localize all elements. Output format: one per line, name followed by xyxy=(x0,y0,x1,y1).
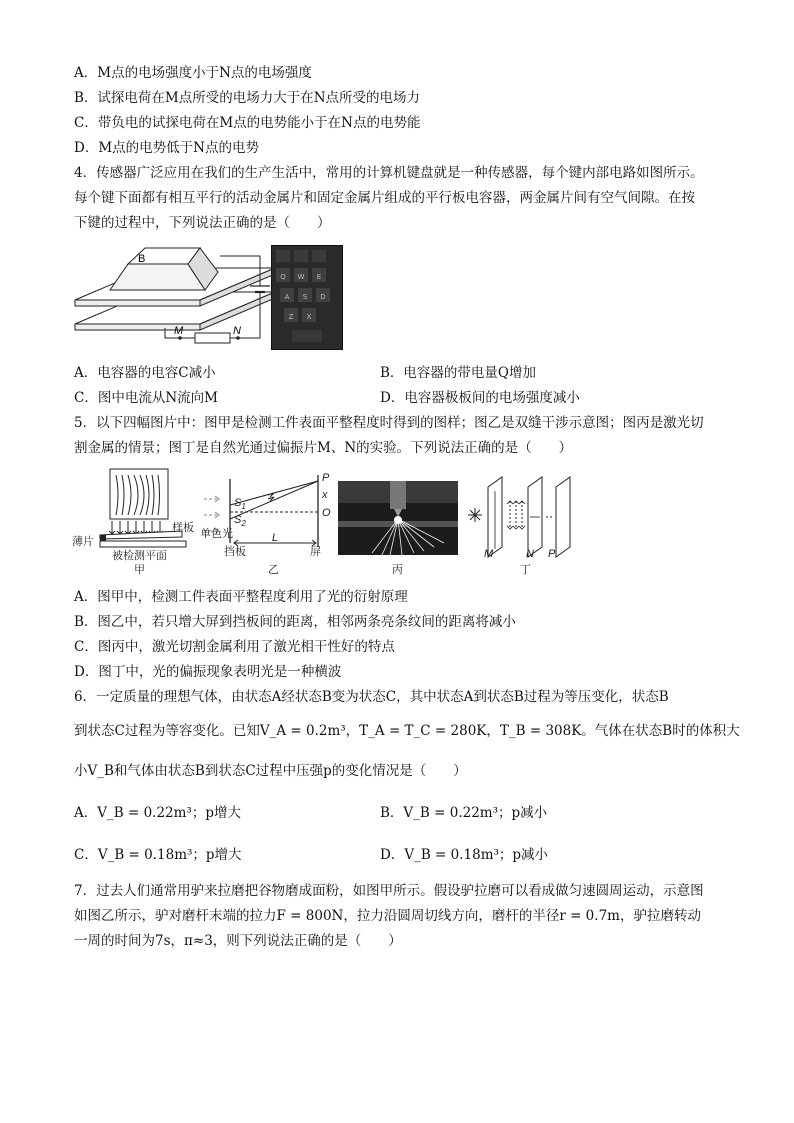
q5-option-b: B．图乙中，若只增大屏到挡板间的距离，相邻两条亮条纹间的距离将减小 xyxy=(74,614,516,630)
key-x: X xyxy=(306,313,312,321)
q5-option-a: A．图甲中，检测工件表面平整程度利用了光的衍射原理 xyxy=(74,589,408,605)
label-tested-surface: 被检测平面 xyxy=(112,550,167,562)
q5-option-d: D．图丁中，光的偏振现象表明光是一种横波 xyxy=(74,664,342,680)
key-w: W xyxy=(297,273,305,281)
tested-surface xyxy=(100,541,186,547)
q6-option-c: C．V_B = 0.18m³；p增大 xyxy=(74,847,242,863)
q7-stem-line3: 一周的时间为7s，π≈3，则下列说法正确的是（ ） xyxy=(74,933,402,949)
q6-stem-line2: 到状态C过程为等容变化。已知V_A = 0.2m³，T_A = T_C = 280K，T_B = 308K。气体在状态B时的体积大 xyxy=(74,723,740,739)
keyboard-photo xyxy=(271,245,343,350)
label-screen-p: P xyxy=(548,548,556,560)
label-l: L xyxy=(272,532,279,544)
natural-light-icon xyxy=(468,508,482,522)
key-label-b: B xyxy=(138,253,146,265)
label-o: O xyxy=(322,507,331,519)
caption-ding: 丁 xyxy=(520,564,531,576)
q4-stem-line3: 下键的过程中，下列说法正确的是（ ） xyxy=(74,215,331,231)
q3-option-a: A．M点的电场强度小于N点的电场强度 xyxy=(74,65,312,81)
caption-jia: 甲 xyxy=(134,564,145,576)
key-d: D xyxy=(320,293,326,301)
q6-option-a: A．V_B = 0.22m³；p增大 xyxy=(74,805,241,821)
q5-figures xyxy=(72,465,592,577)
label-sample-plate: 样板 xyxy=(172,522,194,534)
label-p: P xyxy=(322,472,330,484)
q6-stem-line3: 小V_B和气体由状态B到状态C过程中压强p的变化情况是（ ） xyxy=(74,763,467,779)
q7-stem-line1: 7．过去人们通常用驴来拉磨把谷物磨成面粉，如图甲所示。假设驴拉磨可以看成做匀速圆周运动，示意图 xyxy=(74,883,704,899)
light-rays xyxy=(112,521,160,533)
label-mono-light: 单色光 xyxy=(200,528,233,540)
q4-stem-line1: 4．传感器广泛应用在我们的生产生活中，常用的计算机键盘就是一种传感器，每个键内部电路如图所示。 xyxy=(74,165,704,181)
figure-yi xyxy=(200,472,331,576)
q3-option-b: B．试探电荷在M点所受的电场力大于在N点所受的电场力 xyxy=(74,90,421,106)
thin-sheet xyxy=(100,535,106,541)
label-screen: 屏 xyxy=(310,546,321,558)
label-s2: $S_2$ xyxy=(234,514,246,528)
point-n-label: N xyxy=(233,325,241,337)
q5-stem-line1: 5．以下四幅图片中：图甲是检测工件表面平整程度时得到的图样；图乙是双缝干涉示意图；图丙是激光切 xyxy=(74,415,704,431)
incident-light xyxy=(204,499,218,531)
key-a: A xyxy=(284,293,290,301)
key-q: Q xyxy=(280,273,286,281)
q5-stem-line2: 割金属的情景；图丁是自然光通过偏振片M、N的实验。下列说法正确的是（ ） xyxy=(74,440,573,456)
resistor xyxy=(195,333,230,343)
point-m-label: M xyxy=(174,325,184,337)
screen-p xyxy=(556,477,570,557)
q4-option-a: A．电容器的电容C减小 xyxy=(74,365,216,381)
caption-yi: 乙 xyxy=(268,564,279,576)
q4-option-b: B．电容器的带电量Q增加 xyxy=(380,365,536,381)
label-polarizer-n: N xyxy=(526,548,534,560)
label-thin-sheet: 薄片 xyxy=(72,536,94,548)
q6-stem-line1: 6．一定质量的理想气体，由状态A经状态B变为状态C，其中状态A到状态B过程为等压变化，状态B xyxy=(74,689,669,705)
q6-option-d: D．V_B = 0.18m³；p减小 xyxy=(380,847,549,863)
figure-ding xyxy=(468,477,570,576)
caption-bing: 丙 xyxy=(392,564,403,576)
label-baffle: 挡板 xyxy=(224,546,246,558)
q3-option-d: D．M点的电势低于N点的电势 xyxy=(74,140,259,156)
key-e: E xyxy=(316,273,322,281)
label-x: x xyxy=(322,489,328,501)
key-z: Z xyxy=(288,313,294,321)
q4-option-c: C．图中电流从N流向M xyxy=(74,390,218,406)
q5-option-c: C．图丙中，激光切割金属利用了激光相干性好的特点 xyxy=(74,639,395,655)
figure-jia xyxy=(72,469,194,576)
q3-option-c: C．带负电的试探电荷在M点的电势能小于在N点的电势能 xyxy=(74,115,421,131)
q6-option-b: B．V_B = 0.22m³；p减小 xyxy=(380,805,548,821)
figure-bing xyxy=(338,481,458,576)
q4-stem-line2: 每个键下面都有相互平行的活动金属片和固定金属片组成的平行板电容器，两金属片间有空气间隙。在按 xyxy=(74,190,695,206)
q4-option-d: D．电容器极板间的电场强度减小 xyxy=(380,390,580,406)
label-polarizer-m: M xyxy=(484,548,494,560)
label-s1: $S_1$ xyxy=(234,497,246,511)
q7-stem-line2: 如图乙所示，驴对磨杆末端的拉力F = 800N，拉力沿圆周切线方向，磨杆的半径r = 0.7m，驴拉磨转动 xyxy=(74,908,701,924)
key-s: S xyxy=(302,293,308,301)
